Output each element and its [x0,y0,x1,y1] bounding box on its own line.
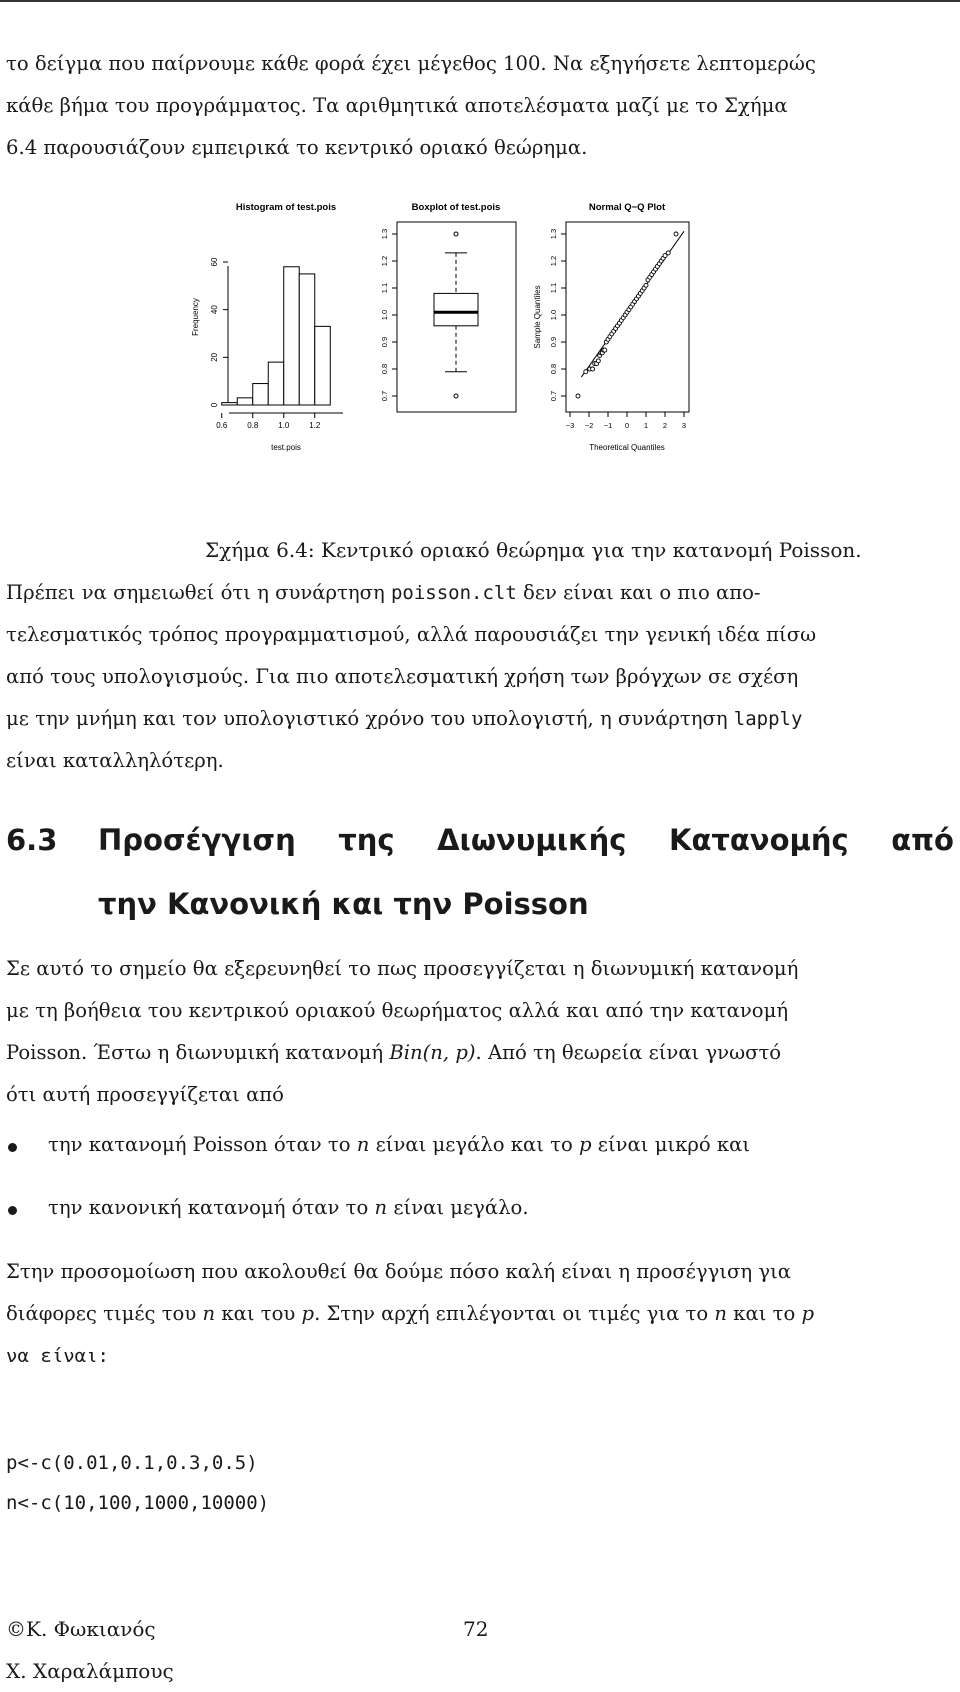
math-n: n [356,1133,370,1156]
histogram-bar [268,362,284,405]
page-number: 72 [463,1617,489,1641]
text-segment: δεν είναι και ο πιο απο- [516,581,761,604]
section-heading [6,823,956,923]
text-line: το δείγμα που παίρνουμε κάθε φορά έχει μέγεθος 100. Να εξηγήσετε λεπτομερώς [6,52,816,75]
math-p: p [301,1302,315,1325]
qq-point [591,367,595,371]
text-segment: την κανονική κατανομή όταν το [48,1196,375,1219]
qq-x-tick-label: −2 [584,421,594,430]
paragraph-2 [6,572,956,782]
qq-y-tick-label: 0.7 [549,390,558,402]
qq-point [576,394,580,398]
text-line [6,572,956,614]
qq-x-tick-label: 2 [662,421,668,430]
paragraph-4 [6,1251,956,1377]
code-line: p<-c(0.01,0.1,0.3,0.5) [6,1452,258,1474]
text-line: να είναι: [6,1345,109,1367]
text-segment: . Στην αρχή επιλέγονται οι τιμές για το [314,1302,715,1325]
qq-y-tick-label: 0.9 [549,336,558,348]
text-line: Σε αυτό το σημείο θα εξερευνηθεί το πως προσεγγίζεται η διωνυμική κατανομή [6,957,799,980]
bullet-dot [8,1143,17,1152]
intro-paragraph [6,43,956,169]
qq-point [674,232,678,236]
text-line [6,1032,956,1074]
section-number: 6.3 [6,823,58,857]
boxplot-y-tick-label: 1.2 [380,255,389,267]
histogram-bar [299,274,315,405]
bullet-list [6,1133,956,1243]
text-segment: την κατανομή Poisson όταν το [48,1133,357,1156]
histogram-bar [237,398,253,405]
figure-caption: Σχήμα 6.4: Κεντρικό οριακό θεώρημα για την κατανομή Poisson. [205,538,862,562]
text-line: Στην προσομοίωση που ακολουθεί θα δούμε πόσο καλή είναι η προσέγγιση για [6,1260,791,1283]
text-line: είναι καταλληλότερη. [6,749,224,772]
text-segment: και το [727,1302,802,1325]
code-inline-poisson-clt: poisson.clt [390,582,517,604]
text-segment: Poisson. Έστω η διωνυμική κατανομή [6,1041,390,1064]
hist-y-tick-label: 0 [210,402,219,408]
text-segment: και του [215,1302,302,1325]
box-iqr [434,293,478,325]
boxplot-y-tick-label: 1.3 [380,228,389,240]
section-title-line-1 [98,823,954,857]
list-item-text [48,1196,529,1219]
qq-ylabel: Sample Quantiles [533,285,542,349]
histogram-xlabel: test.pois [271,443,301,452]
footer-authors [6,1608,174,1692]
math-n: n [374,1196,388,1219]
text-line [6,1293,956,1335]
title-word: από [891,823,954,857]
text-segment: είναι μεγάλο. [387,1196,529,1219]
math-bin-n-p: Bin(n, p) [389,1041,476,1064]
text-line: με τη βοήθεια του κεντρικού οριακού θεωρήματος αλλά και από την κατανομή [6,999,789,1022]
text-line: ότι αυτή προσεγγίζεται από [6,1083,284,1106]
qq-y-tick-label: 0.8 [549,363,558,375]
qq-xlabel: Theoretical Quantiles [589,443,665,452]
qq-point [596,359,600,363]
title-word: Διωνυμικής [437,823,627,857]
qq-x-tick-label: −3 [565,421,575,430]
hist-y-tick-label: 40 [210,305,219,315]
boxplot-elements [434,232,478,398]
qq-point [666,251,670,255]
title-word: της [338,823,395,857]
qq-points [576,231,684,398]
page-footer [0,1608,960,1683]
figure-6-4 [0,195,960,475]
text-segment: . Από τη θεωρεία είναι γνωστό [475,1041,782,1064]
text-segment: είναι μικρό και [591,1133,751,1156]
qq-y-tick-label: 1.2 [549,255,558,267]
title-word: Προσέγγιση [98,823,296,857]
boxplot-y-tick-label: 1.1 [380,282,389,294]
top-rule [0,0,960,2]
author-line: ©Κ. Φωκιανός [6,1617,156,1641]
title-word: Κατανομής [668,823,849,857]
qq-x-tick-label: −1 [603,421,613,430]
histogram-ylabel: Frequency [191,298,200,336]
text-line [6,698,956,740]
math-n: n [202,1302,216,1325]
code-inline-lapply: lapply [733,708,803,730]
boxplot-y-tick-label: 0.9 [380,336,389,348]
qq-y-tick-label: 1.3 [549,228,558,240]
hist-y-tick-label: 60 [210,257,219,267]
hist-x-tick-label: 1.0 [278,421,290,430]
qq-title: Normal Q−Q Plot [588,202,666,213]
author-line: Χ. Χαραλάμπους [6,1659,174,1683]
histogram-bars [222,267,331,405]
text-line: κάθε βήμα του προγράμματος. Τα αριθμητικά αποτελέσματα μαζί με το Σχήμα [6,94,788,117]
qq-x-tick-label: 1 [643,421,649,430]
boxplot-title: Boxplot of test.pois [411,202,501,213]
boxplot-outlier [454,394,458,398]
boxplot-y-tick-label: 0.8 [380,363,389,375]
text-segment: Πρέπει να σημειωθεί ότι η συνάρτηση [6,581,391,604]
code-block [6,1443,269,1523]
math-n: n [714,1302,728,1325]
text-line: τελεσματικός τρόπος προγραμματισμού, αλλά παρουσιάζει την γενική ιδέα πίσω [6,623,817,646]
qq-y-tick-label: 1.0 [549,309,558,321]
qq-y-tick-label: 1.1 [549,282,558,294]
code-line: n<-c(10,100,1000,10000) [6,1492,270,1514]
bullet-dot [8,1206,17,1215]
hist-x-tick-label: 1.2 [309,421,321,430]
text-segment: είναι μεγάλο και το [369,1133,580,1156]
hist-y-tick-label: 20 [210,352,219,362]
boxplot-y-tick-label: 0.7 [380,390,389,402]
math-p: p [579,1133,592,1156]
paragraph-3 [6,948,956,1116]
qq-point [584,370,588,374]
text-segment: με την μνήμη και τον υπολογιστικό χρόνο του υπολογιστή, η συνάρτηση [6,707,734,730]
section-title-line-2: την Κανονική και την Poisson [98,887,589,921]
histogram-bar [315,326,331,405]
text-line: 6.4 παρουσιάζουν εμπειρικά το κεντρικό οριακό θεώρημα. [6,136,588,159]
text-segment: διάφορες τιμές του [6,1302,203,1325]
hist-x-tick-label: 0.8 [247,421,259,430]
qq-x-tick-label: 3 [681,421,687,430]
qq-point [603,348,607,352]
boxplot-outlier [454,232,458,236]
histogram-title: Histogram of test.pois [235,202,337,213]
boxplot-y-tick-label: 1.0 [380,309,389,321]
list-item-text [48,1133,750,1156]
hist-x-tick-label: 0.6 [216,421,228,430]
text-line: από τους υπολογισμούς. Για πιο αποτελεσματική χρήση των βρόγχων σε σχέση [6,665,799,688]
qq-x-tick-label: 0 [624,421,630,430]
qq-point [644,283,648,287]
histogram-bar [253,384,269,405]
histogram-bar [284,267,300,405]
boxplot-ticks [380,229,397,401]
math-p: p [801,1302,815,1325]
